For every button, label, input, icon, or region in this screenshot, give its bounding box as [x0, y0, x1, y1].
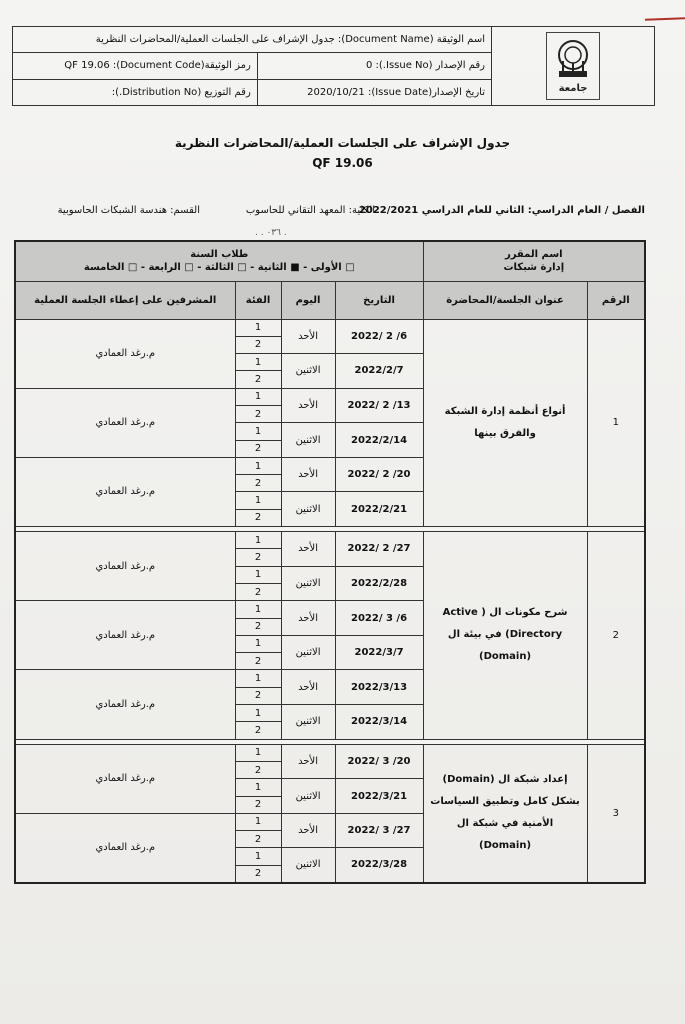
- session-date: 2022/ 3 /27: [335, 813, 423, 848]
- issue-no: رقم الإصدار (Issue No.): 0: [257, 53, 491, 79]
- session-group: 2: [235, 687, 281, 704]
- session-group: 2: [235, 509, 281, 526]
- session-group: 2: [235, 618, 281, 635]
- session-group: 2: [235, 371, 281, 388]
- session-day: الاثنين: [281, 566, 335, 601]
- session-date: 2022/ 2 /20: [335, 457, 423, 492]
- session-group: 1: [235, 354, 281, 371]
- session-date: 2022/3/21: [335, 779, 423, 814]
- session-day: الاثنين: [281, 635, 335, 670]
- session-group: 1: [235, 635, 281, 652]
- university-logo-cell: [492, 27, 655, 106]
- session-group: 2: [235, 336, 281, 353]
- session-group: 1: [235, 744, 281, 761]
- session-day: الأحد: [281, 813, 335, 848]
- session-day: الأحد: [281, 670, 335, 705]
- session-date: 2022/2/28: [335, 566, 423, 601]
- session-group: 1: [235, 705, 281, 722]
- session-date: 2022/3/13: [335, 670, 423, 705]
- university-logo: [546, 32, 600, 100]
- session-group: 1: [235, 319, 281, 336]
- session-day: الأحد: [281, 388, 335, 423]
- form-code: QF 19.06: [312, 156, 373, 170]
- student-year-label: طلاب السنة: [190, 249, 249, 261]
- session-day: الأحد: [281, 601, 335, 636]
- session-day: الاثنين: [281, 354, 335, 389]
- session-day: الاثنين: [281, 848, 335, 883]
- course-label: اسم المقرر: [504, 249, 563, 261]
- student-year-options: □ الأولى - ■ الثانية - □ الثالثة - □ الرابعة - □ الخامسة: [83, 262, 355, 274]
- student-year-cell: [15, 241, 423, 281]
- table-row: [15, 744, 645, 761]
- session-group: 1: [235, 457, 281, 474]
- col-day: اليوم: [281, 281, 335, 319]
- session-date: 2022/3/14: [335, 705, 423, 740]
- session-date: 2022/ 2 /27: [335, 532, 423, 567]
- session-date: 2022/2/14: [335, 423, 423, 458]
- session-group: 1: [235, 492, 281, 509]
- session-group: 1: [235, 601, 281, 618]
- supervisor-name: م.رغد العمادي: [15, 744, 235, 813]
- session-group: 2: [235, 549, 281, 566]
- session-day: الأحد: [281, 457, 335, 492]
- supervisor-name: م.رغد العمادي: [15, 813, 235, 882]
- section-number: 1: [587, 319, 645, 527]
- session-group: 2: [235, 831, 281, 848]
- session-group: 2: [235, 583, 281, 600]
- session-date: 2022/ 2 /6: [335, 319, 423, 354]
- issue-date: تاريخ الإصدار(Issue Date): 2020/10/21: [257, 79, 491, 105]
- session-date: 2022/3/28: [335, 848, 423, 883]
- session-group: 2: [235, 761, 281, 778]
- course-name-cell: [423, 241, 645, 281]
- doc-code: رمز الوثيقة(Document Code): QF 19.06: [13, 53, 258, 79]
- table-row: [15, 532, 645, 549]
- col-topic: عنوان الجلسة/المحاضرة: [423, 281, 587, 319]
- supervisor-name: م.رغد العمادي: [15, 532, 235, 601]
- schedule-table: [14, 240, 646, 884]
- table-row: [15, 319, 645, 336]
- section-number: 2: [587, 532, 645, 740]
- session-group: 1: [235, 566, 281, 583]
- col-group: الفئة: [235, 281, 281, 319]
- session-day: الاثنين: [281, 423, 335, 458]
- session-day: الاثنين: [281, 492, 335, 527]
- department-info: القسم: هندسة الشبكات الحاسوبية: [57, 205, 200, 216]
- session-group: 2: [235, 405, 281, 422]
- session-group: 2: [235, 440, 281, 457]
- session-day: الأحد: [281, 532, 335, 567]
- session-group: 1: [235, 670, 281, 687]
- col-supervisors: المشرفين على إعطاء الجلسة العملية: [15, 281, 235, 319]
- supervisor-name: م.رغد العمادي: [15, 601, 235, 670]
- session-date: 2022/ 3 /6: [335, 601, 423, 636]
- session-group: 1: [235, 779, 281, 796]
- document-header: [12, 26, 655, 106]
- course-name: إدارة شبكات: [503, 262, 565, 274]
- college-info: الكلية: المعهد التقاني للحاسوب: [245, 205, 375, 216]
- col-date: التاريخ: [335, 281, 423, 319]
- session-group: 2: [235, 796, 281, 813]
- session-day: الاثنين: [281, 705, 335, 740]
- page-title: جدول الإشراف على الجلسات العملية/المحاضرات النظرية: [174, 136, 511, 150]
- dots-mark: . . ٠٣٦ .: [255, 228, 287, 238]
- section-number: 3: [587, 744, 645, 882]
- session-date: 2022/2/21: [335, 492, 423, 527]
- doc-name: اسم الوثيقة (Document Name): جدول الإشراف على الجلسات العملية/المحاضرات النظرية: [13, 27, 492, 53]
- session-date: 2022/ 2 /13: [335, 388, 423, 423]
- section-topic: إعداد شبكة ال (Domain) بشكل كامل وتطبيق السياسات الأمنية في شبكة ال (Domain): [423, 744, 587, 882]
- distribution-no: رقم التوزيع (Distribution No.):: [13, 79, 258, 105]
- section-topic: شرح مكونات ال ( Active Directory) في بيئة ال (Domain): [423, 532, 587, 740]
- pen-mark: [645, 17, 685, 20]
- section-topic: أنواع أنظمة إدارة الشبكة والفرق بينها: [423, 319, 587, 527]
- supervisor-name: م.رغد العمادي: [15, 457, 235, 526]
- session-group: 1: [235, 532, 281, 549]
- session-date: 2022/ 3 /20: [335, 744, 423, 779]
- session-day: الاثنين: [281, 779, 335, 814]
- session-group: 2: [235, 475, 281, 492]
- session-group: 2: [235, 865, 281, 882]
- session-date: 2022/2/7: [335, 354, 423, 389]
- session-day: الأحد: [281, 744, 335, 779]
- logo-text: جامعة: [558, 83, 588, 94]
- session-group: 2: [235, 722, 281, 739]
- col-num: الرقم: [587, 281, 645, 319]
- session-group: 1: [235, 813, 281, 830]
- session-group: 1: [235, 388, 281, 405]
- supervisor-name: م.رغد العمادي: [15, 670, 235, 739]
- supervisor-name: م.رغد العمادي: [15, 388, 235, 457]
- session-group: 1: [235, 423, 281, 440]
- supervisor-name: م.رغد العمادي: [15, 319, 235, 388]
- session-day: الأحد: [281, 319, 335, 354]
- session-group: 2: [235, 653, 281, 670]
- semester-info: الفصل / العام الدراسي: الثاني للعام الدراسي 2022/2021: [358, 205, 645, 216]
- session-date: 2022/3/7: [335, 635, 423, 670]
- session-group: 1: [235, 848, 281, 865]
